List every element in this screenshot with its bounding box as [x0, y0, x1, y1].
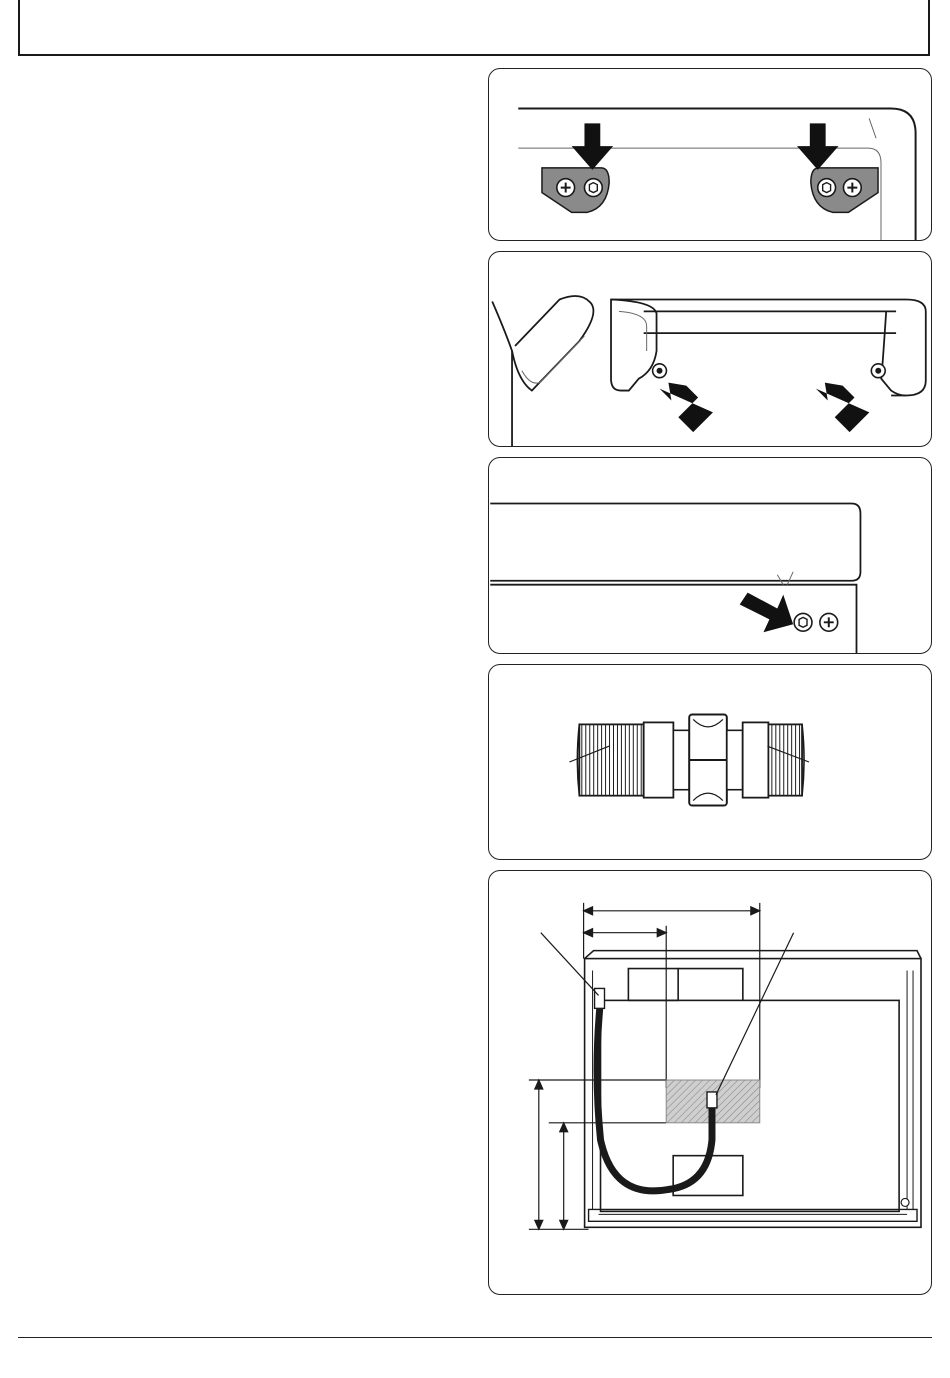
footer-rule	[18, 1337, 932, 1338]
arrow-diagonal-icon	[660, 383, 713, 432]
arrow-diagonal-icon	[740, 593, 793, 633]
side-panel-screw-illustration	[489, 458, 931, 653]
left-bracket	[542, 168, 609, 212]
arrow-down-icon	[572, 123, 614, 169]
dimension-lines-top	[584, 903, 760, 1088]
figure-handle-screws	[488, 251, 932, 447]
screw-icon	[584, 179, 602, 197]
hose-connector-illustration	[489, 665, 931, 859]
arrow-down-icon	[797, 123, 839, 169]
left-thread	[579, 724, 643, 795]
connection-area-illustration	[489, 871, 931, 1294]
screw-icon	[818, 179, 836, 197]
screw-icon	[901, 1198, 909, 1206]
arrow-diagonal-icon	[816, 383, 869, 432]
right-bracket	[811, 168, 878, 212]
figure-hose-connector	[488, 664, 932, 860]
handle-screws-illustration	[489, 252, 931, 446]
figure-side-panel-screw	[488, 457, 932, 654]
header-box	[18, 0, 930, 56]
figure-connection-area	[488, 870, 932, 1295]
figure-mounting-brackets	[488, 68, 932, 241]
mounting-brackets-illustration	[489, 69, 931, 240]
right-thread	[768, 724, 802, 795]
screw-icon	[794, 613, 812, 631]
